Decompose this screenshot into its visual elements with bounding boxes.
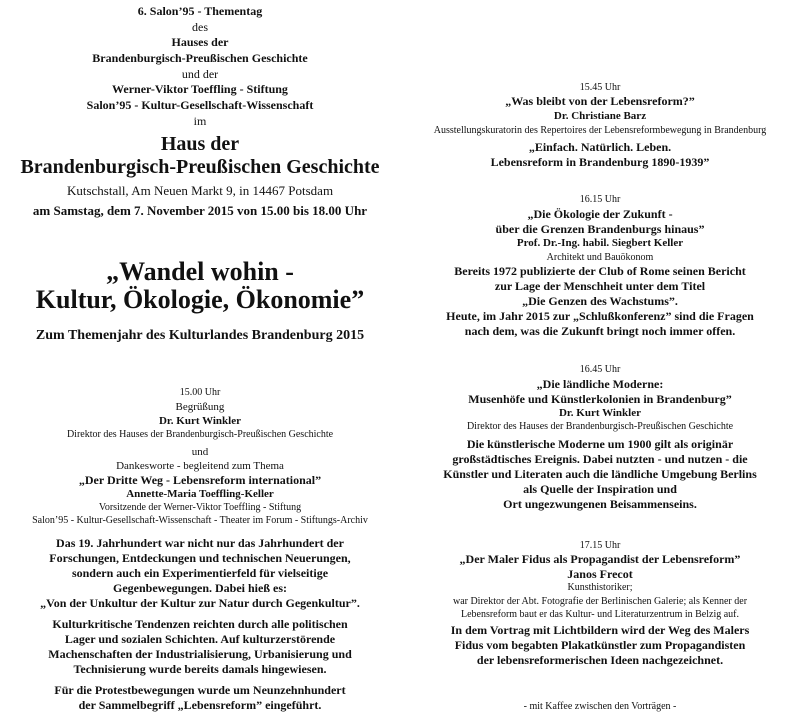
intro-line: Lager und sozialen Schichten. Auf kulturzerstörende [64, 632, 336, 646]
header-line: des [192, 20, 208, 34]
speaker-role: Kunsthistoriker; [567, 582, 633, 593]
talk-title: Musenhöfe und Künstlerkolonien in Brandenburg” [468, 392, 732, 406]
talk-desc: Künstler und Literaten auch die ländliche Umgebung Berlins [443, 467, 757, 481]
header-line: und der [181, 67, 219, 81]
intro-line: der Sammelbegriff „Lebensreform” eingeführt. [78, 698, 322, 712]
connector: und [191, 446, 209, 458]
speaker-role: Architekt und Bauökonom [546, 252, 654, 263]
talk-desc: großstädtisches Ereignis. Dabei nutzten - und nutzen - die [452, 452, 748, 466]
talk-desc: In dem Vortrag mit Lichtbildern wird der Weg des Malers [450, 623, 750, 637]
talk-desc: Die künstlerische Moderne um 1900 gilt als originär [466, 437, 734, 451]
talk-desc: zur Lage der Menschheit unter dem Titel [494, 279, 706, 293]
intro-line: Für die Protestbewegungen wurde um Neunzehnhundert [54, 683, 346, 697]
header-line: Brandenburgisch-Preußischen Geschichte [92, 51, 308, 65]
header-line: 6. Salon’95 - Thementag [137, 4, 263, 18]
talk-desc: „Die Genzen des Wachstums”. [522, 294, 678, 308]
theme-subtitle: Zum Themenjahr des Kulturlandes Brandenburg 2015 [35, 328, 365, 343]
speaker-name: Dr. Christiane Barz [553, 110, 647, 122]
talk-title: „Die Ökologie der Zukunft - [527, 207, 673, 221]
header-line: Hauses der [171, 35, 229, 49]
intro-line: Kulturkritische Tendenzen reichten durch alle politischen [52, 617, 348, 631]
event-date: am Samstag, dem 7. November 2015 von 15.00 bis 18.00 Uhr [32, 203, 368, 218]
talk-title: „Der Maler Fidus als Propagandist der Lebensreform” [459, 552, 741, 566]
speaker-role: Vorsitzende der Werner-Viktor Toeffling - Stiftung [98, 502, 302, 513]
speaker-name: Prof. Dr.-Ing. habil. Siegbert Keller [516, 237, 684, 249]
intro-line: Das 19. Jahrhundert war nicht nur das Jahrhundert der [56, 536, 344, 550]
thanks-line: Dankesworte - begleitend zum Thema [116, 460, 284, 472]
time-label: 17.15 Uhr [579, 540, 621, 551]
intro-line: sondern auch ein Experimentierfeld für vielseitige [71, 566, 329, 580]
talk-title: „Die ländliche Moderne: [536, 377, 664, 391]
header-line: Salon’95 - Kultur-Gesellschaft-Wissenschaft [86, 98, 314, 112]
talk-title: „Was bleibt von der Lebensreform?” [505, 94, 695, 108]
talk-subtitle: Lebensreform in Brandenburg 1890-1939” [490, 155, 710, 169]
talk-desc: als Quelle der Inspiration und [523, 482, 677, 496]
speaker-role: Lebensreform baut er das Kultur- und Literaturzentrum in Belzig auf. [460, 609, 740, 620]
time-label: 15.00 Uhr [179, 387, 221, 398]
speaker-name: Dr. Kurt Winkler [558, 407, 641, 419]
talk-desc: Bereits 1972 publizierte der Club of Rome seinen Bericht [454, 264, 746, 278]
theme-title: Kultur, Ökologie, Ökonomie” [35, 285, 365, 314]
speaker-name: Janos Frecot [567, 567, 633, 581]
intro-line: Gegenbewegungen. Dabei hieß es: [113, 581, 287, 595]
header-line: Werner-Viktor Toeffling - Stiftung [112, 82, 288, 96]
venue-title: Haus der [160, 133, 240, 155]
intro-line: Machenschaften der Industrialisierung, Urbanisierung und [48, 647, 352, 661]
speaker-role: Salon’95 - Kultur-Gesellschaft-Wissenschaft - Theater im Forum - Stiftungs-Archiv [32, 515, 368, 526]
theme-title: „Wandel wohin - [106, 257, 294, 286]
talk-desc: nach dem, was die Zukunft bringt noch immer offen. [464, 324, 736, 338]
header-line: im [193, 114, 207, 128]
intro-line: Technisierung wurde bereits damals hingewiesen. [73, 662, 327, 676]
time-label: 16.45 Uhr [579, 364, 621, 375]
time-label: 15.45 Uhr [579, 82, 621, 93]
speaker-role: Ausstellungskuratorin des Repertoires der Lebensreformbewegung in Brandenburg [433, 125, 767, 136]
talk-desc: Ort ungezwungenen Beisammenseins. [503, 497, 697, 511]
time-label: 16.15 Uhr [579, 194, 621, 205]
speaker-name: Dr. Kurt Winkler [158, 415, 241, 427]
talk-desc: Heute, im Jahr 2015 zur „Schlußkonferenz” sind die Fragen [446, 309, 754, 323]
speaker-role: Direktor des Hauses der Brandenburgisch-Preußischen Geschichte [466, 421, 734, 432]
greeting: Begrüßung [175, 401, 225, 413]
talk-subtitle: „Einfach. Natürlich. Leben. [528, 140, 672, 154]
speaker-role: war Direktor der Abt. Fotografie der Berlinischen Galerie; als Kenner der [452, 596, 748, 607]
talk-title: „Der Dritte Weg - Lebensreform international” [78, 473, 322, 487]
speaker-role: Direktor des Hauses der Brandenburgisch-Preußischen Geschichte [66, 429, 334, 440]
talk-desc: der lebensreformerischen Ideen nachgezeichnet. [476, 653, 724, 667]
footer-note: - mit Kaffee zwischen den Vorträgen - [523, 701, 677, 712]
talk-desc: Fidus vom begabten Plakatkünstler zum Propagandisten [454, 638, 746, 652]
speaker-name: Annette-Maria Toeffling-Keller [126, 488, 274, 500]
intro-line: „Von der Unkultur der Kultur zur Natur durch Gegenkultur”. [40, 596, 360, 610]
venue-title: Brandenburgisch-Preußischen Geschichte [20, 156, 380, 178]
intro-line: Forschungen, Entdeckungen und technischen Neuerungen, [49, 551, 351, 565]
address: Kutschstall, Am Neuen Markt 9, in 14467 Potsdam [66, 183, 334, 198]
talk-title: über die Grenzen Brandenburgs hinaus” [495, 222, 705, 236]
